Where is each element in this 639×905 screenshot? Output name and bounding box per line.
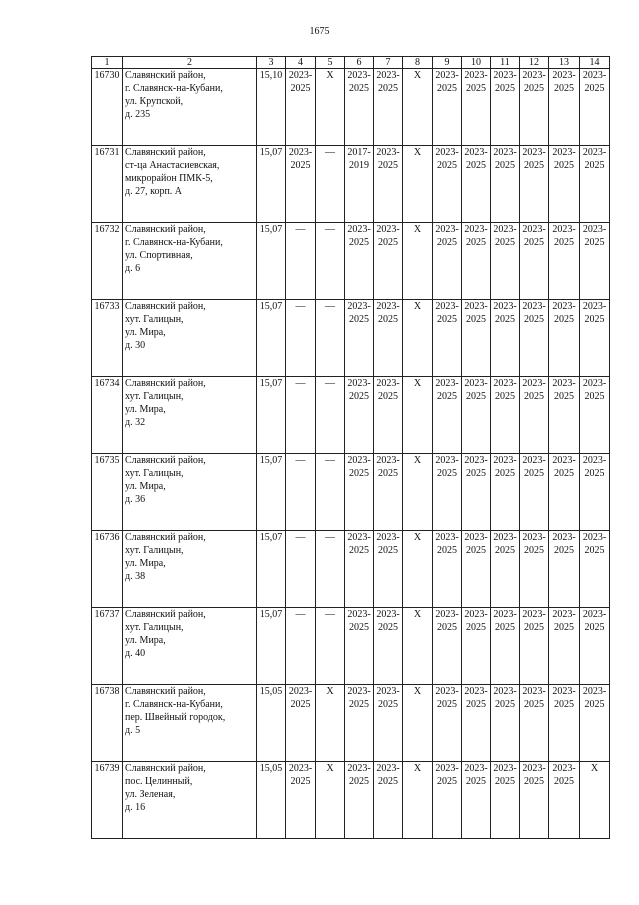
period-cell: 2023- 2025 [462,608,491,685]
period-cell: — [286,300,316,377]
table-row [92,454,610,531]
record-number-cell: 16739 [92,762,123,839]
period-cell: 2023- 2025 [374,454,403,531]
period-cell: 2023- 2025 [520,146,549,223]
period-cell: X [403,146,433,223]
period-cell: 2023- 2025 [462,69,491,146]
page-number: 1675 [309,26,330,37]
period-cell: X [403,685,433,762]
period-cell: 2023- 2025 [433,454,462,531]
period-cell: 2023- 2025 [549,223,580,300]
column-number-header: 1 [92,57,123,69]
period-cell: 2023- 2025 [433,146,462,223]
value-cell: 15,07 [257,454,286,531]
address-cell: Славянский район, пос. Целинный, ул. Зеленая, д. 16 [123,762,257,839]
period-cell: X [316,69,345,146]
period-cell: 2023- 2025 [520,377,549,454]
period-cell: 2023- 2025 [374,377,403,454]
period-cell: 2023- 2025 [549,531,580,608]
record-number-cell: 16738 [92,685,123,762]
address-cell: Славянский район, хут. Галицын, ул. Мира, д. 38 [123,531,257,608]
period-cell: 2023- 2025 [374,608,403,685]
period-cell: 2023- 2025 [286,762,316,839]
period-cell: X [580,762,610,839]
column-number-header: 10 [462,57,491,69]
period-cell: 2023- 2025 [374,762,403,839]
period-cell: 2023- 2025 [433,531,462,608]
address-cell: Славянский район, г. Славянск-на-Кубани, пер. Швейный городок, д. 5 [123,685,257,762]
period-cell: X [316,685,345,762]
value-cell: 15,10 [257,69,286,146]
period-cell: 2023- 2025 [345,454,374,531]
period-cell: 2023- 2025 [491,223,520,300]
period-cell: 2023- 2025 [433,377,462,454]
period-cell: 2023- 2025 [491,300,520,377]
column-number-header: 11 [491,57,520,69]
period-cell: 2023- 2025 [433,685,462,762]
period-cell: 2023- 2025 [286,146,316,223]
period-cell: — [316,608,345,685]
table-row [92,223,610,300]
period-cell: 2023- 2025 [374,223,403,300]
table-row [92,377,610,454]
period-cell: X [403,69,433,146]
period-cell: 2023- 2025 [491,146,520,223]
period-cell: 2023- 2025 [433,300,462,377]
period-cell: 2023- 2025 [580,69,610,146]
period-cell: X [403,300,433,377]
record-number-cell: 16736 [92,531,123,608]
period-cell: 2023- 2025 [580,300,610,377]
period-cell: 2023- 2025 [491,608,520,685]
period-cell: 2023- 2025 [520,454,549,531]
period-cell: 2023- 2025 [580,146,610,223]
address-cell: Славянский район, г. Славянск-на-Кубани, ул. Спортивная, д. 6 [123,223,257,300]
table-row [92,608,610,685]
period-cell: 2023- 2025 [491,377,520,454]
period-cell: 2023- 2025 [462,531,491,608]
column-number-header: 14 [580,57,610,69]
period-cell: — [316,454,345,531]
period-cell: 2023- 2025 [286,69,316,146]
period-cell: X [316,762,345,839]
period-cell: 2023- 2025 [549,685,580,762]
table-row [92,685,610,762]
period-cell: 2023- 2025 [345,377,374,454]
period-cell: 2023- 2025 [462,223,491,300]
period-cell: 2023- 2025 [345,762,374,839]
period-cell: — [316,300,345,377]
period-cell: 2023- 2025 [549,377,580,454]
period-cell: — [286,454,316,531]
period-cell: 2023- 2025 [580,685,610,762]
period-cell: — [286,377,316,454]
period-cell: — [316,377,345,454]
value-cell: 15,05 [257,762,286,839]
period-cell: — [316,146,345,223]
table-row [92,531,610,608]
period-cell: 2023- 2025 [580,531,610,608]
record-number-cell: 16735 [92,454,123,531]
period-cell: X [403,377,433,454]
table-row [92,146,610,223]
record-number-cell: 16734 [92,377,123,454]
period-cell: 2023- 2025 [462,300,491,377]
period-cell: 2023- 2025 [374,146,403,223]
period-cell: 2023- 2025 [345,608,374,685]
record-number-cell: 16737 [92,608,123,685]
address-cell: Славянский район, г. Славянск-на-Кубани, ул. Крупской, д. 235 [123,69,257,146]
column-number-header: 2 [123,57,257,69]
period-cell: — [286,608,316,685]
period-cell: — [316,223,345,300]
period-cell: 2023- 2025 [491,454,520,531]
period-cell: 2023- 2025 [520,300,549,377]
address-cell: Славянский район, хут. Галицын, ул. Мира, д. 30 [123,300,257,377]
column-number-header: 12 [520,57,549,69]
period-cell: 2023- 2025 [374,300,403,377]
period-cell: 2023- 2025 [580,608,610,685]
column-number-header: 6 [345,57,374,69]
period-cell: 2023- 2025 [374,531,403,608]
column-number-header: 9 [433,57,462,69]
period-cell: 2023- 2025 [462,377,491,454]
value-cell: 15,07 [257,223,286,300]
period-cell: 2023- 2025 [520,608,549,685]
column-number-header: 13 [549,57,580,69]
address-cell: Славянский район, хут. Галицын, ул. Мира, д. 40 [123,608,257,685]
value-cell: 15,07 [257,531,286,608]
value-cell: 15,05 [257,685,286,762]
period-cell: 2023- 2025 [549,454,580,531]
period-cell: 2023- 2025 [491,531,520,608]
period-cell: — [286,223,316,300]
period-cell: 2023- 2025 [580,377,610,454]
period-cell: 2023- 2025 [462,146,491,223]
period-cell: 2023- 2025 [345,531,374,608]
period-cell: 2023- 2025 [549,608,580,685]
period-cell: 2023- 2025 [374,685,403,762]
table-row [92,762,610,839]
period-cell: 2023- 2025 [433,223,462,300]
period-cell: 2023- 2025 [345,69,374,146]
address-cell: Славянский район, хут. Галицын, ул. Мира, д. 32 [123,377,257,454]
period-cell: 2023- 2025 [462,762,491,839]
period-cell: 2023- 2025 [549,300,580,377]
record-number-cell: 16730 [92,69,123,146]
table-row [92,69,610,146]
period-cell: 2023- 2025 [520,223,549,300]
column-number-header: 7 [374,57,403,69]
period-cell: 2023- 2025 [433,762,462,839]
record-number-cell: 16731 [92,146,123,223]
period-cell: 2023- 2025 [549,762,580,839]
period-cell: 2023- 2025 [345,223,374,300]
period-cell: 2023- 2025 [491,69,520,146]
period-cell: 2023- 2025 [520,685,549,762]
value-cell: 15,07 [257,608,286,685]
record-number-cell: 16732 [92,223,123,300]
period-cell: 2023- 2025 [580,454,610,531]
period-cell: X [403,454,433,531]
period-cell: 2023- 2025 [345,685,374,762]
period-cell: 2017- 2019 [345,146,374,223]
column-number-header: 3 [257,57,286,69]
period-cell: — [286,531,316,608]
period-cell: 2023- 2025 [520,762,549,839]
column-number-row [92,57,610,69]
period-cell: 2023- 2025 [374,69,403,146]
period-cell: X [403,531,433,608]
period-cell: X [403,608,433,685]
period-cell: 2023- 2025 [520,531,549,608]
period-cell: 2023- 2025 [462,685,491,762]
value-cell: 15,07 [257,300,286,377]
period-cell: 2023- 2025 [491,762,520,839]
period-cell: 2023- 2025 [520,69,549,146]
column-number-header: 8 [403,57,433,69]
period-cell: 2023- 2025 [286,685,316,762]
address-cell: Славянский район, ст-ца Анастасиевская, микрорайон ПМК-5, д. 27, корп. А [123,146,257,223]
table-row [92,300,610,377]
period-cell: 2023- 2025 [580,223,610,300]
record-number-cell: 16733 [92,300,123,377]
period-cell: 2023- 2025 [549,146,580,223]
period-cell: — [316,531,345,608]
address-cell: Славянский район, хут. Галицын, ул. Мира, д. 36 [123,454,257,531]
period-cell: X [403,223,433,300]
period-cell: 2023- 2025 [549,69,580,146]
column-number-header: 5 [316,57,345,69]
period-cell: 2023- 2025 [491,685,520,762]
value-cell: 15,07 [257,146,286,223]
period-cell: 2023- 2025 [345,300,374,377]
value-cell: 15,07 [257,377,286,454]
housing-register-table [91,56,610,839]
period-cell: 2023- 2025 [462,454,491,531]
period-cell: X [403,762,433,839]
period-cell: 2023- 2025 [433,608,462,685]
period-cell: 2023- 2025 [433,69,462,146]
column-number-header: 4 [286,57,316,69]
